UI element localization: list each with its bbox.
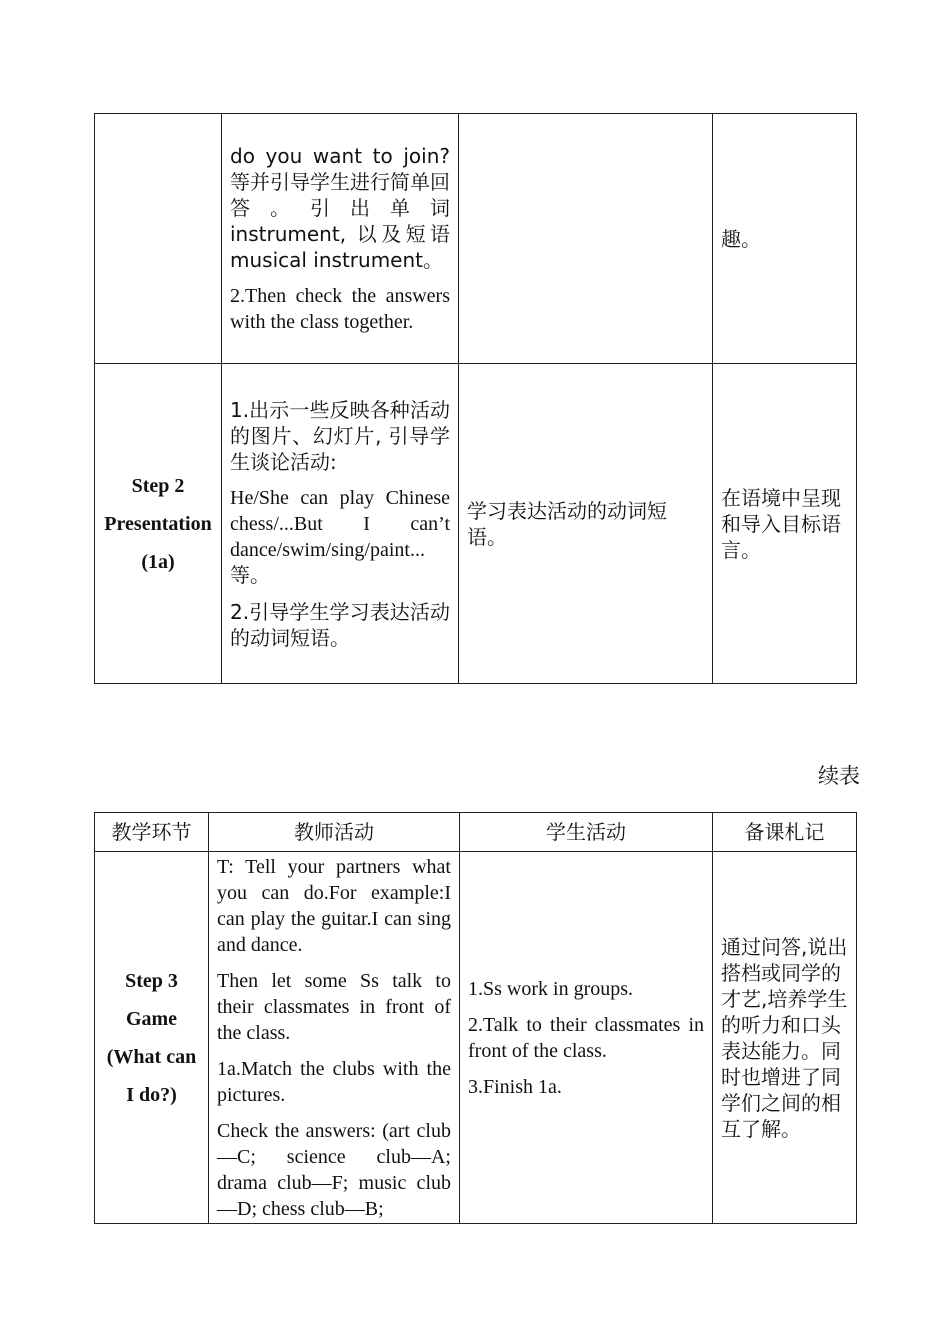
table-row: [95, 114, 857, 364]
step-cell: [95, 114, 222, 364]
teacher-activity-text: 1a.Match the clubs with the pictures.: [217, 1057, 451, 1106]
step-label: Step 2: [131, 474, 185, 497]
teacher-activity-cell: [222, 114, 459, 364]
notes-cell: 通过问答,说出搭档或同学的才艺,培养学生的听力和口头表达能力。同时也增进了同学们之间的相互了解。: [713, 852, 857, 1224]
table-row: [95, 364, 857, 684]
column-header: 教师活动: [209, 813, 460, 852]
student-activity-text: 2.Talk to their classmates in front of the class.: [468, 1013, 704, 1062]
step-cell: [95, 852, 209, 1224]
step-label: Game: [125, 1007, 178, 1030]
column-header: 教学环节: [95, 813, 209, 852]
continued-label: 续表: [818, 764, 860, 788]
notes-cell: 趣。: [713, 114, 857, 364]
step-cell: [95, 364, 222, 684]
step-label: I do?): [126, 1083, 177, 1106]
table-row: [95, 852, 857, 1224]
teacher-activity-text: Check the answers: (art club—C; science club—A; drama club—F; music club—D; chess club—B;: [217, 1119, 451, 1220]
teacher-activity-text: 2.Then check the answers with the class together.: [230, 284, 450, 333]
step-label: Presentation: [104, 512, 212, 535]
teacher-activity-text: do you want to join?等并引导学生进行简单回答。引出单词instrument, 以及短语musical instrument。: [230, 143, 450, 272]
step-label: Step 3: [125, 969, 178, 992]
teacher-activity-cell: [222, 364, 459, 684]
student-activity-cell: [460, 852, 713, 1224]
teacher-activity-cell: [209, 852, 460, 1224]
teacher-activity-text: 2.引导学生学习表达活动的动词短语。: [230, 599, 450, 650]
step-label: (What can: [106, 1045, 197, 1068]
lesson-plan-table-bottom: [94, 812, 857, 1224]
lesson-plan-table-top: [94, 113, 857, 684]
student-activity-text: 1.Ss work in groups.: [468, 977, 634, 1000]
student-activity-cell: 学习表达活动的动词短语。: [459, 364, 713, 684]
table-header-row: [95, 813, 857, 852]
column-header: 学生活动: [460, 813, 713, 852]
student-activity-cell: [459, 114, 713, 364]
teacher-activity-text: Then let some Ss talk to their classmates in front of the class.: [217, 969, 451, 1044]
teacher-activity-text: T: Tell your partners what you can do.For example:I can play the guitar.I can sing and dance.: [217, 855, 451, 956]
notes-cell: 在语境中呈现和导入目标语言。: [713, 364, 857, 684]
teacher-activity-text: He/She can play Chinese chess/...But I can’t dance/swim/sing/paint...等。: [230, 486, 450, 587]
teacher-activity-text: 1.出示一些反映各种活动的图片、幻灯片, 引导学生谈论活动:: [230, 397, 450, 474]
column-header: 备课札记: [713, 813, 857, 852]
step-label: (1a): [141, 550, 175, 573]
student-activity-text: 3.Finish 1a.: [468, 1075, 562, 1098]
